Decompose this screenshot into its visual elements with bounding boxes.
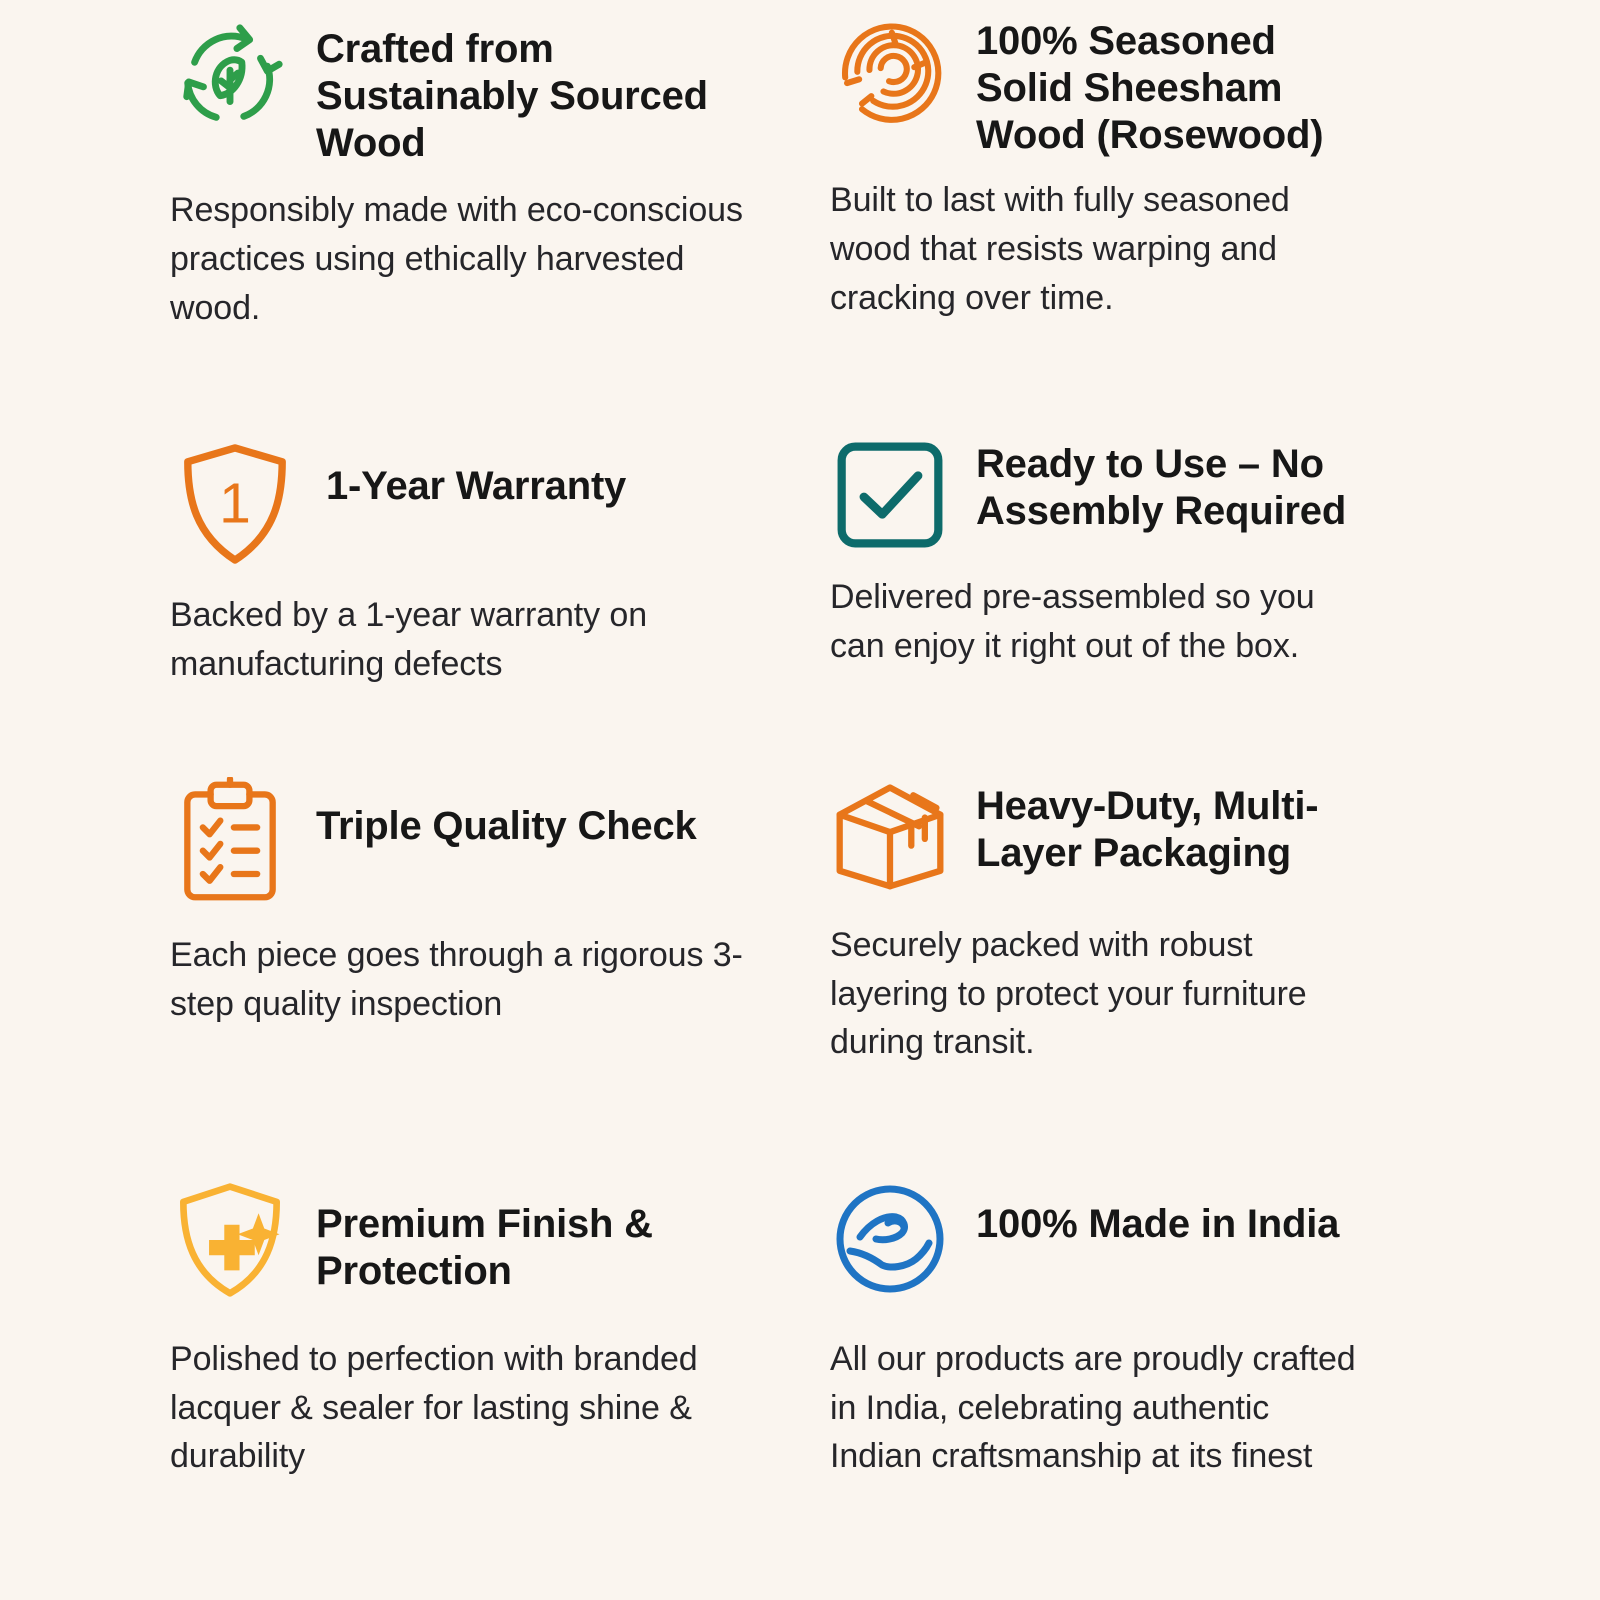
- feature-title: Triple Quality Check: [316, 804, 697, 848]
- feature-header: [170, 445, 770, 565]
- feature-title: Heavy-Duty, Multi-Layer Packaging: [976, 784, 1319, 875]
- feature-description: Delivered pre-assembled so you can enjoy it right out of the box.: [830, 578, 1315, 665]
- checkbox-check-icon: [830, 435, 950, 555]
- feature-title: Ready to Use – No Assembly Required: [976, 442, 1347, 533]
- feature-title: Premium Finish & Protection: [316, 1202, 653, 1293]
- feature-header: [830, 1179, 1370, 1299]
- feature-header: [170, 781, 770, 901]
- feature-description: Securely packed with robust layering to protect your furniture during transit.: [830, 926, 1307, 1062]
- hand-heart-india-icon: [830, 1179, 950, 1299]
- feature-header: [170, 1179, 770, 1299]
- wood-grain-icon: [830, 10, 950, 130]
- feature-header: [830, 10, 1370, 158]
- feature-card-sustainable-wood: [170, 0, 770, 425]
- feature-card-quality-check: [170, 765, 770, 1165]
- feature-title: 100% Seasoned Solid Sheesham Wood (Rosewood): [976, 19, 1324, 157]
- feature-description: Backed by a 1-year warranty on manufacturing defects: [170, 596, 648, 683]
- feature-header: [170, 18, 770, 166]
- feature-header: [830, 775, 1370, 895]
- feature-header: [830, 435, 1370, 555]
- feature-description: Built to last with fully seasoned wood that resists warping and cracking over time.: [830, 181, 1290, 317]
- package-box-icon: [830, 775, 950, 895]
- feature-description: Responsibly made with eco-conscious practices using ethically harvested wood.: [170, 191, 743, 327]
- feature-title: 1-Year Warranty: [326, 464, 627, 508]
- clipboard-checklist-icon: [170, 781, 290, 901]
- features-grid: [170, 0, 1430, 1600]
- warranty-shield-icon: [170, 445, 300, 565]
- feature-card-warranty: [170, 425, 770, 765]
- svg-text:1: 1: [219, 471, 251, 536]
- recycle-leaf-icon: [170, 18, 290, 138]
- feature-card-premium-finish: [170, 1165, 770, 1600]
- feature-title: 100% Made in India: [976, 1202, 1340, 1246]
- feature-description: Each piece goes through a rigorous 3-step quality inspection: [170, 936, 743, 1023]
- shield-sparkle-icon: [170, 1179, 290, 1299]
- feature-description: All our products are proudly crafted in India, celebrating authentic Indian craftsmanship at its finest: [830, 1340, 1356, 1476]
- feature-card-ready-to-use: [830, 425, 1370, 765]
- feature-title: Crafted from Sustainably Sourced Wood: [316, 27, 708, 165]
- feature-card-packaging: [830, 765, 1370, 1165]
- feature-description: Polished to perfection with branded lacquer & sealer for lasting shine & durability: [170, 1340, 698, 1476]
- feature-card-made-in-india: [830, 1165, 1370, 1600]
- feature-card-seasoned-sheesham: [830, 0, 1370, 425]
